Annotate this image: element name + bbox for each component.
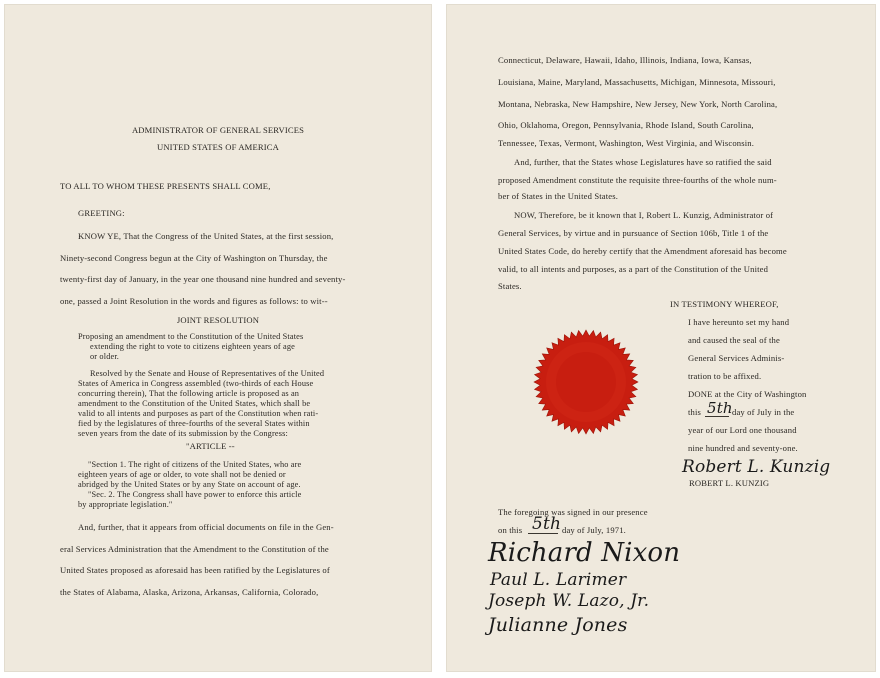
further-line: eral Services Administration that the Amendment to the Constitution of the xyxy=(60,544,329,554)
resolved-line: amendment to the Constitution of the United States, which shall be xyxy=(78,399,311,408)
testimony-line: I have hereunto set my hand xyxy=(688,317,790,327)
lazo-signature: Joseph W. Lazo, Jr. xyxy=(488,591,650,611)
this-label: this xyxy=(688,407,702,417)
resolved-line: seven years from the date of its submission by the Congress: xyxy=(78,429,288,438)
header-administrator: ADMINISTRATOR OF GENERAL SERVICES xyxy=(131,125,305,135)
states-line: Ohio, Oklahoma, Oregon, Pennsylvania, Rhode Island, South Carolina, xyxy=(498,120,754,130)
foregoing-handwritten-day: 5th xyxy=(532,514,562,534)
testimony-line: tration to be affixed. xyxy=(688,371,762,381)
further-line: proposed Amendment constitute the requisite three-fourths of the whole num- xyxy=(498,175,777,185)
further-line: the States of Alabama, Alaska, Arizona, Arkansas, California, Colorado, xyxy=(60,587,319,597)
resolved-line: fied by the legislatures of three-fourths of the several States within xyxy=(78,419,310,428)
article-line: eighteen years of age or older, to vote shall not be denied or xyxy=(78,470,286,479)
states-line: Louisiana, Maine, Maryland, Massachusetts, Michigan, Minnesota, Missouri, xyxy=(498,77,776,87)
further-line: United States proposed as aforesaid has been ratified by the Legislatures of xyxy=(60,565,330,575)
now-therefore-line: General Services, by virtue and in pursuance of Section 106b, Title 1 of the xyxy=(498,228,769,238)
done-line: DONE at the City of Washington xyxy=(688,389,807,399)
testimony-heading: IN TESTIMONY WHEREOF, xyxy=(670,299,779,309)
proposing-line: or older. xyxy=(90,352,119,361)
header-usa: UNITED STATES OF AMERICA xyxy=(156,142,280,152)
article-line: by appropriate legislation." xyxy=(78,500,173,509)
year-line: nine hundred and seventy-one. xyxy=(688,443,798,453)
resolved-line: States of America in Congress assembled (two-thirds of each House xyxy=(78,379,314,388)
larimer-signature: Paul L. Larimer xyxy=(490,570,627,590)
nixon-signature: Richard Nixon xyxy=(488,538,681,568)
know-ye-line: one, passed a Joint Resolution in the words and figures as follows: to wit-- xyxy=(60,296,328,306)
further-line: And, further, that it appears from official documents on file in the Gen- xyxy=(78,522,334,532)
address-line: TO ALL TO WHOM THESE PRESENTS SHALL COME, xyxy=(60,181,271,191)
article-title: "ARTICLE -- xyxy=(186,441,235,451)
day-underline xyxy=(705,416,729,417)
kunzig-signature: Robert L. Kunzig xyxy=(682,457,831,477)
signer-name: ROBERT L. KUNZIG xyxy=(689,478,770,488)
article-line: "Sec. 2. The Congress shall have power to enforce this article xyxy=(88,490,302,499)
year-line: year of our Lord one thousand xyxy=(688,425,797,435)
proposing-line: extending the right to vote to citizens eighteen years of age xyxy=(90,342,295,351)
article-line: abridged by the United States or by any State on account of age. xyxy=(78,480,301,489)
foregoing-day-underline xyxy=(528,533,558,534)
resolved-line: concurring therein), That the following article is proposed as an xyxy=(78,389,300,398)
know-ye-line: KNOW YE, That the Congress of the United States, at the first session, xyxy=(78,231,334,241)
know-ye-line: twenty-first day of January, in the year one thousand nine hundred and seventy- xyxy=(60,274,346,284)
resolved-line: Resolved by the Senate and House of Representatives of the United xyxy=(90,369,325,378)
testimony-line: General Services Adminis- xyxy=(688,353,785,363)
foregoing-line: The foregoing was signed in our presence xyxy=(498,507,648,517)
further-line: ber of States in the United States. xyxy=(498,191,619,201)
now-therefore-line: valid, to all intents and purposes, as a part of the Constitution of the United xyxy=(498,264,769,274)
handwritten-day: 5th xyxy=(707,399,733,417)
testimony-line: and caused the seal of the xyxy=(688,335,780,345)
joint-resolution-title: JOINT RESOLUTION xyxy=(176,315,260,325)
document-page-2 xyxy=(446,4,876,672)
article-line: "Section 1. The right of citizens of the United States, who are xyxy=(88,460,302,469)
know-ye-line: Ninety-second Congress begun at the City of Washington on Thursday, the xyxy=(60,253,328,263)
further-line: And, further, that the States whose Legislatures have so ratified the said xyxy=(514,157,772,167)
red-seal-icon xyxy=(526,322,646,442)
states-line: Connecticut, Delaware, Hawaii, Idaho, Illinois, Indiana, Iowa, Kansas, xyxy=(498,55,752,65)
states-line: Montana, Nebraska, New Hampshire, New Jersey, New York, North Carolina, xyxy=(498,99,778,109)
now-therefore-line: States. xyxy=(498,281,522,291)
states-line: Tennessee, Texas, Vermont, Washington, West Virginia, and Wisconsin. xyxy=(498,138,755,148)
resolved-line: valid to all intents and purposes as part of the Constitution when rati- xyxy=(78,409,319,418)
now-therefore-line: United States Code, do hereby certify that the Amendment aforesaid has become xyxy=(498,246,787,256)
jones-signature: Julianne Jones xyxy=(488,614,628,636)
greeting: GREETING: xyxy=(78,208,125,218)
document-page-1 xyxy=(4,4,432,672)
proposing-line: Proposing an amendment to the Constitution of the United States xyxy=(78,332,304,341)
now-therefore-line: NOW, Therefore, be it known that I, Robert L. Kunzig, Administrator of xyxy=(514,210,774,220)
foregoing-date-tail: day of July, 1971. xyxy=(562,525,626,535)
day-of-july: day of July in the xyxy=(732,407,795,417)
on-this-label: on this xyxy=(498,525,523,535)
